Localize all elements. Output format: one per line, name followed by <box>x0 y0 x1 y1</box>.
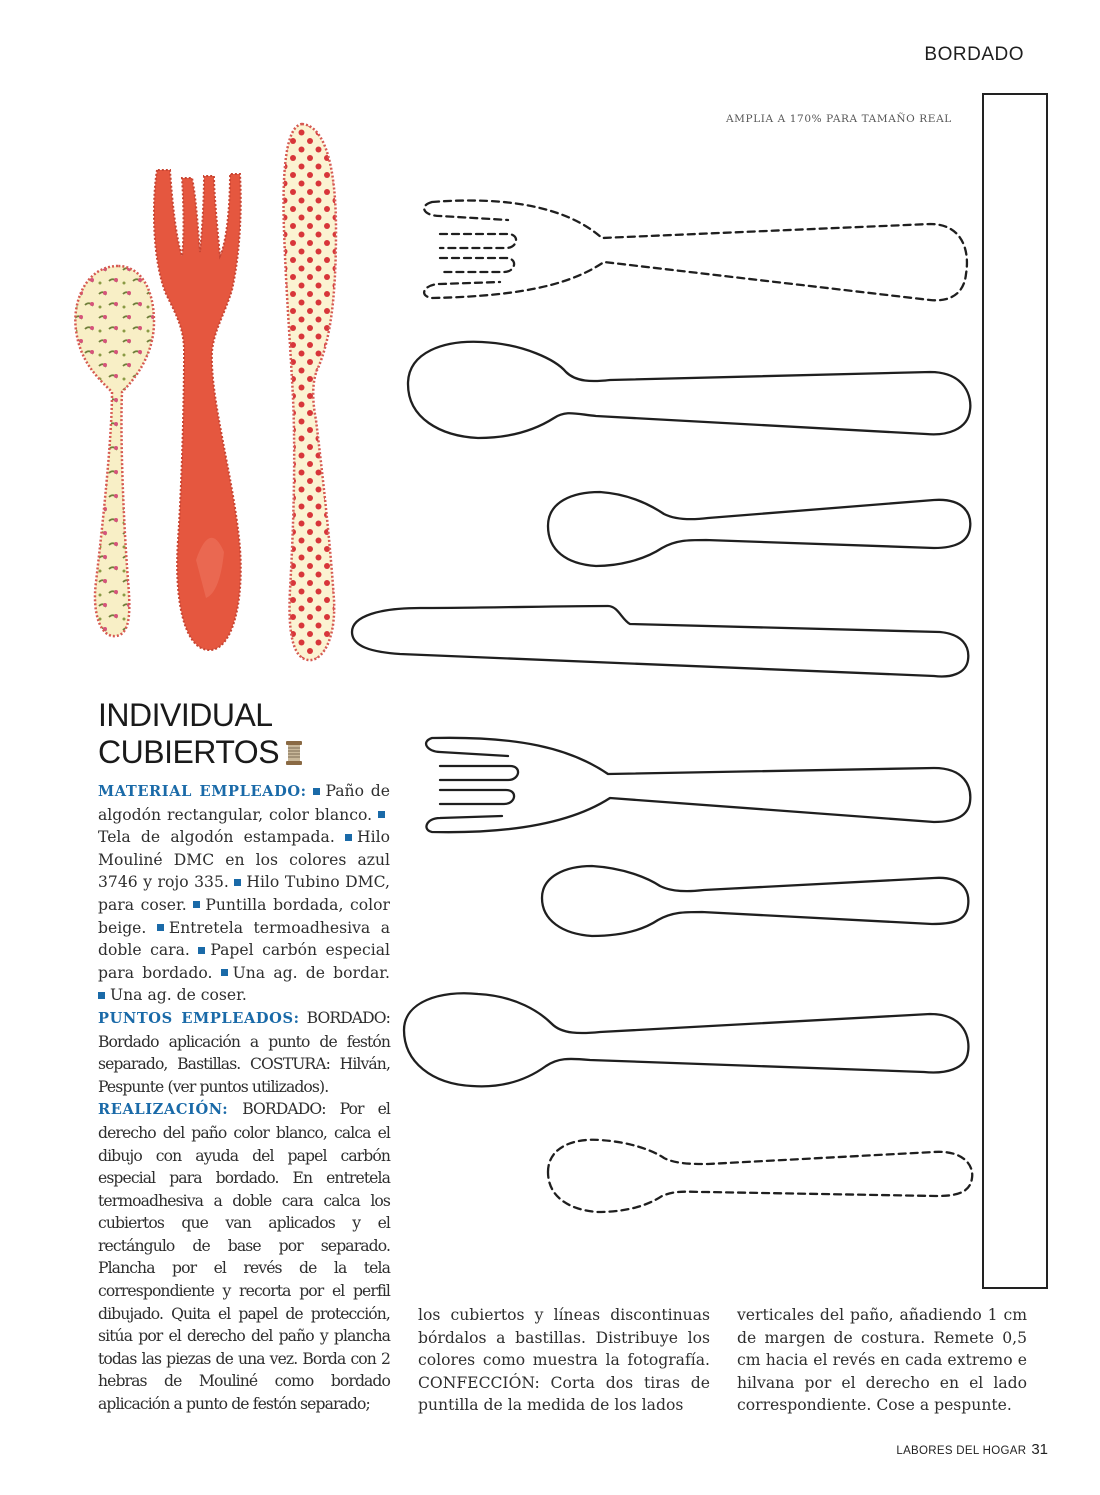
applique-spoon <box>75 266 154 636</box>
bullet-icon <box>221 969 228 976</box>
outline-knife <box>352 606 968 676</box>
bullet-icon <box>193 901 200 908</box>
material-item: Hilo Mouliné DMC en los colores azul 3746 y rojo 335. <box>98 828 390 892</box>
material-item: Hilo Tubino DMC, para coser. <box>98 873 390 914</box>
applique-fork <box>154 170 241 650</box>
applique-knife <box>284 124 336 660</box>
section-label: BORDADO <box>924 44 1024 65</box>
page-footer <box>896 1441 1048 1459</box>
material-item: Tela de algodón estampada. <box>98 828 335 847</box>
outline-fork-solid <box>426 738 970 832</box>
outline-fork-dashed-1 <box>424 201 967 301</box>
column-3-text: verticales del paño, añadiendo 1 cm de margen de costura. Remete 0,5 cm hacia el revés en cada extremo e hilvana por el derecho en el lado correspondiente. Cose a pespunte. <box>737 1306 1027 1415</box>
bullet-icon <box>378 811 385 818</box>
title-line-2: CUBIERTOS <box>98 734 280 770</box>
bullet-icon <box>98 992 105 999</box>
outline-spoon-dashed <box>548 1140 972 1212</box>
outline-spoon-medium-2 <box>542 866 968 936</box>
scale-note: AMPLIA A 170% PARA TAMAÑO REAL <box>726 113 952 125</box>
material-item: Puntilla bordada, color beige. <box>98 895 390 937</box>
bullet-icon <box>198 947 205 954</box>
title-line-1: INDIVIDUAL <box>98 697 273 733</box>
bullet-icon <box>313 788 320 795</box>
puntos-heading: PUNTOS EMPLEADOS: <box>98 1009 300 1027</box>
text-column-2 <box>418 1304 710 1417</box>
puntos-text: BORDADO: Bordado aplicación a punto de festón separado, Bastillas. COSTURA: Hilván, Pespunte (ver puntos utilizados). <box>98 1008 391 1096</box>
outline-spoon-large-1 <box>408 342 970 438</box>
text-column-1 <box>98 780 390 1416</box>
column-2-text: los cubiertos y líneas discontinuas bórdalos a bastillas. Distribuye los colores como muestra la fotografía. CONFECCIÓN: Corta dos tiras de puntilla de la medida de los lados <box>418 1306 710 1415</box>
material-item: Una ag. de bordar. <box>232 963 390 982</box>
material-item: Paño de algodón rectangular, color blanco. <box>98 782 391 824</box>
outline-spoon-medium-1 <box>548 492 970 566</box>
realizacion-heading: REALIZACIÓN: <box>98 1101 229 1119</box>
bullet-icon <box>234 879 241 886</box>
realizacion-text: BORDADO: Por el derecho del paño color blanco, calca el dibujo con ayuda del papel carbón especial para bordado. En entretela termoadhesiva a doble cara calca los cubiertos que van aplicados y el rectángulo de base por separado. Plancha por el revés de la tela correspondiente y recorta por el perfil dibujado. Quita el papel de protección, sitúa por el derecho del paño y plancha todas las piezas de una vez. Borda con 2 hebras de Mouliné como bordado aplicación a punto de festón separado; <box>98 1100 390 1414</box>
bullet-icon <box>345 834 352 841</box>
magazine-name: LABORES DEL HOGAR <box>896 1445 1027 1457</box>
material-item: Una ag. de coser. <box>110 986 247 1005</box>
thread-spool-icon <box>285 740 303 766</box>
bullet-icon <box>157 924 164 931</box>
material-item: Papel carbón especial para bordado. <box>98 941 390 982</box>
realizacion-section <box>98 1098 390 1415</box>
page-number: 31 <box>1031 1441 1048 1458</box>
puntos-section <box>98 1007 390 1098</box>
outline-spoon-large-2 <box>404 993 968 1086</box>
material-section <box>98 780 390 1007</box>
article-title <box>98 697 303 771</box>
material-item: Entretela termoadhesiva a doble cara. <box>98 918 390 960</box>
material-heading: MATERIAL EMPLEADO: <box>98 783 307 800</box>
text-column-3 <box>737 1304 1027 1417</box>
